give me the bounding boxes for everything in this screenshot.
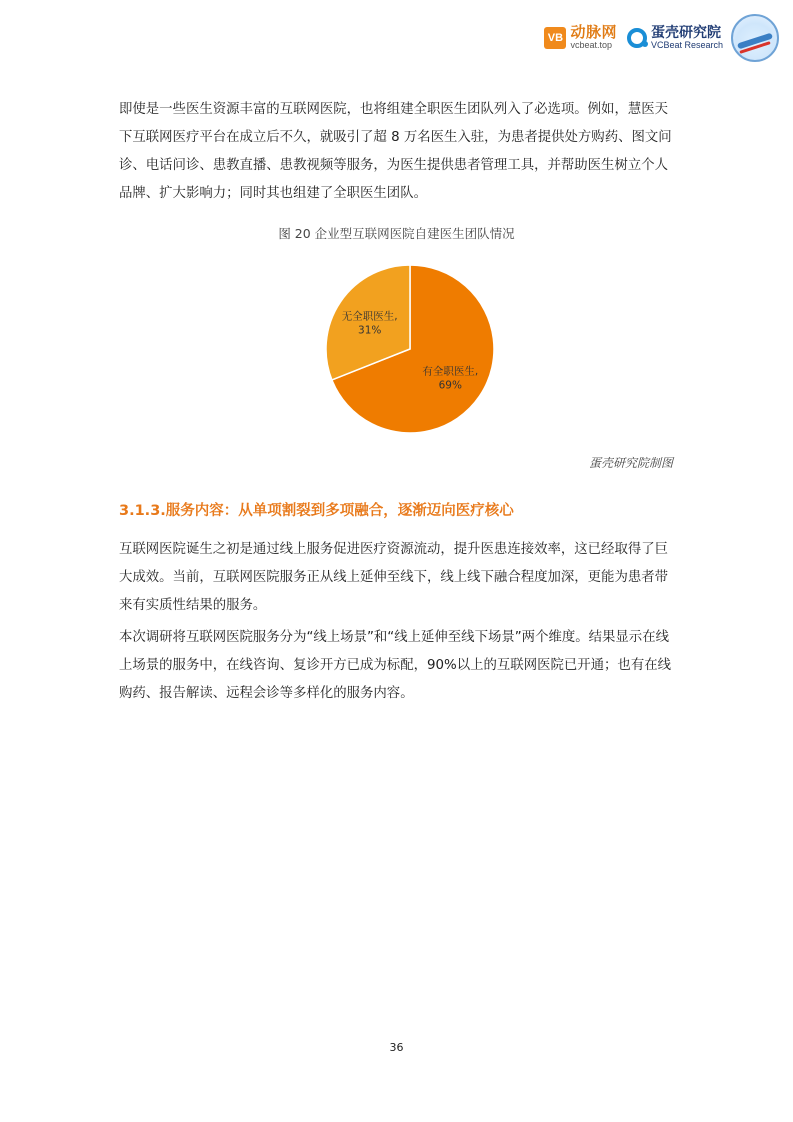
page-header xyxy=(544,14,779,62)
egg-logo-icon xyxy=(627,28,647,48)
figure-source: 蛋壳研究院制图 xyxy=(588,456,673,470)
pie-chart xyxy=(310,258,510,440)
body-paragraph: 互联网医院诞生之初是通过线上服务促进医疗资源流动，提升医患连接效率，这已经取得了巨大成效。当前，互联网医院服务正从线上延伸至线下，线上线下融合程度加深，更能为患者带来有实质性结果的服务。 xyxy=(119,542,669,613)
research-brand-sub: VCBeat Research xyxy=(650,39,723,50)
body-paragraph: 本次调研将互联网医院服务分为“线上场景”和“线上延伸至线下场景”两个维度。结果显示在线上场景的服务中，在线咨询、复诊开方已成为标配，90%以上的互联网医院已开通；也有在线购药、报告解读、远程会诊等多样化的服务内容。 xyxy=(119,630,671,701)
pie-slice-value: 31% xyxy=(358,324,382,337)
research-brand-name: 蛋壳研究院 xyxy=(650,24,721,41)
vcbeat-logo xyxy=(544,25,617,50)
vcbeat-brand-name: 动脉网 xyxy=(570,23,617,42)
vcbeat-research-logo xyxy=(627,26,723,50)
body-paragraph: 即使是一些医生资源丰富的互联网医院，也将组建全职医生团队列入了必选项。例如，慧医天下互联网医疗平台在成立后不久，就吸引了超 8 万名医生入驻，为患者提供处方购药、图文问诊、电话问诊、患教直播、患教视频等服务，为医生提供患者管理工具，并帮助医生树立个人品牌、扩大影响力；同时其也组建了全职医生团队。 xyxy=(119,102,672,201)
pie-slice-value: 69% xyxy=(438,379,462,392)
figure-title: 图 20 企业型互联网医院自建医生团队情况 xyxy=(278,226,515,241)
seal-icon xyxy=(731,14,779,62)
pie-slice-label: 无全职医生, xyxy=(341,310,398,323)
pie-slice-label: 有全职医生, xyxy=(422,365,479,378)
section-heading: 3.1.3.服务内容：从单项割裂到多项融合，逐渐迈向医疗核心 xyxy=(119,503,514,519)
vb-logo-mark: VB xyxy=(544,27,566,49)
vcbeat-brand-url: vcbeat.top xyxy=(570,40,612,51)
page-number: 36 xyxy=(389,1041,404,1054)
